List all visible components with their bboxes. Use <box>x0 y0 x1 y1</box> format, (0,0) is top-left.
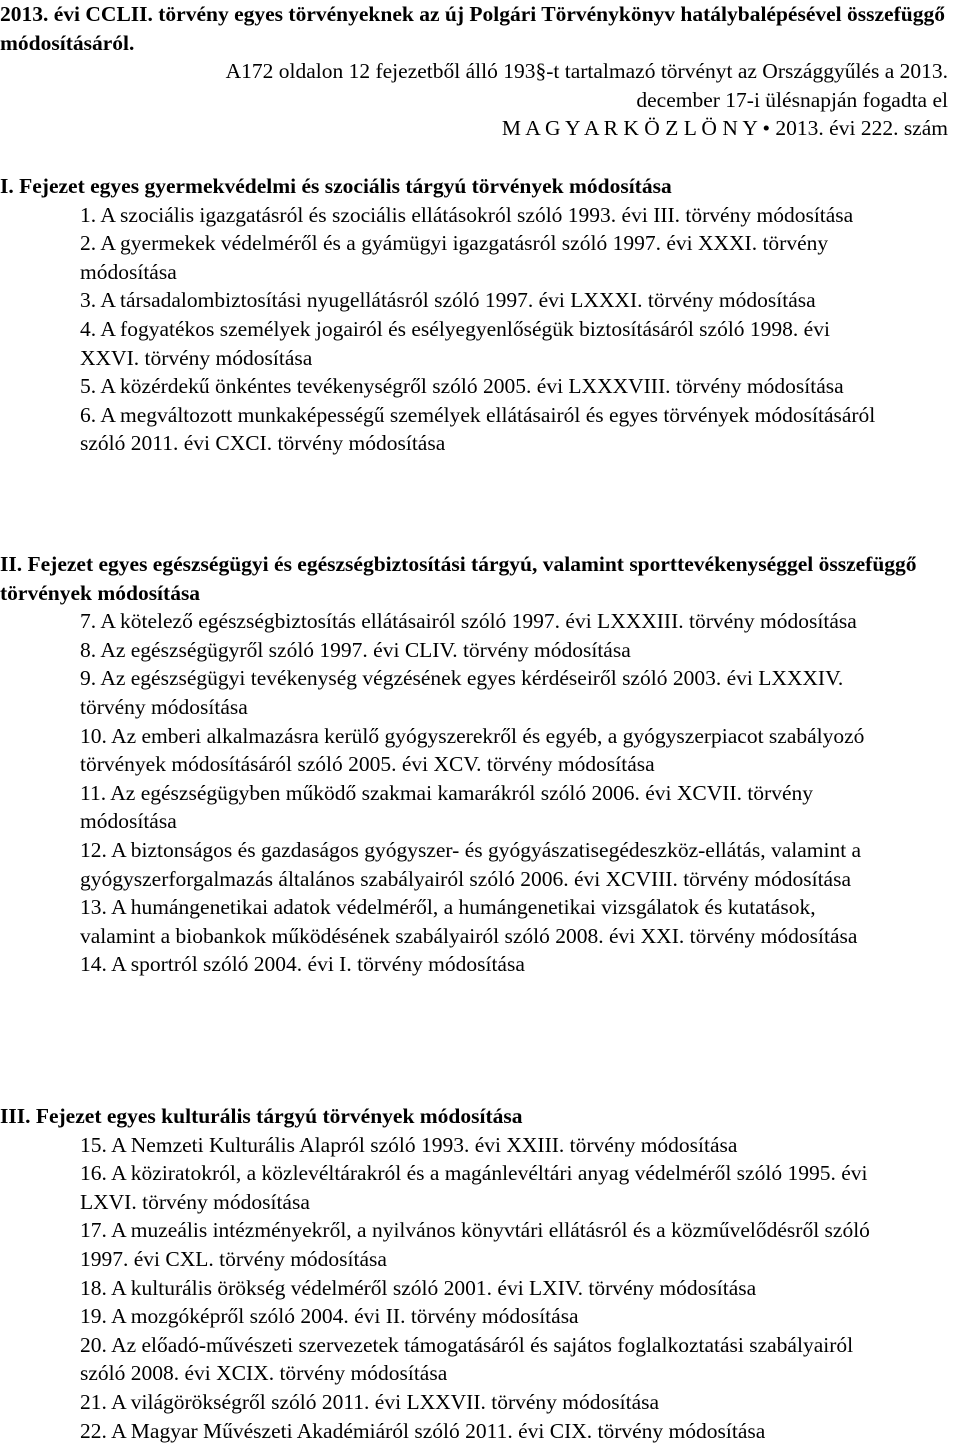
list-item: 8. Az egészségügyről szóló 1997. évi CLIV. törvény módosítása <box>80 637 631 662</box>
chapter-2 <box>0 550 960 979</box>
list-item: 5. A közérdekű önkéntes tevékenységről szóló 2005. évi LXXXVIII. törvény módosítása <box>80 374 844 399</box>
chapter-items <box>0 607 880 979</box>
list-item: 18. A kulturális örökség védelméről szóló 2001. évi LXIV. törvény módosítása <box>80 1275 757 1300</box>
list-item: 13. A humángenetikai adatok védelméről, a humángenetikai vizsgálatok és kutatások, valamint a biobankok működésének szabályairól szóló 2008. évi XXI. törvény módosítása <box>80 895 858 948</box>
list-item: 16. A köziratokról, a közlevéltárakról és a magánlevéltári anyag védelméről szóló 1995. évi LXVI. törvény módosítása <box>80 1161 868 1214</box>
list-item: 21. A világörökségről szóló 2011. évi LXXVII. törvény módosítása <box>80 1389 660 1414</box>
chapter-1 <box>0 172 960 458</box>
list-item: 20. Az előadó-művészeti szervezetek támogatásáról és sajátos foglalkoztatási szabályairól szóló 2008. évi XCIX. törvény módosítása <box>80 1332 854 1386</box>
chapter-title: I. Fejezet egyes gyermekvédelmi és szociális tárgyú törvények módosítása <box>0 174 672 198</box>
list-item: 19. A mozgóképről szóló 2004. évi II. törvény módosítása <box>80 1304 579 1329</box>
list-item: 9. Az egészségügyi tevékenység végzésének egyes kérdéseiről szóló 2003. évi LXXXIV. törvény módosítása <box>80 666 844 719</box>
list-item: 10. Az emberi alkalmazásra kerülő gyógyszerekről és egyéb, a gyógyszerpiacot szabályozó törvények módosításáról szóló 2005. évi XCV. törvény módosítása <box>80 723 865 777</box>
list-item: 12. A biztonságos és gazdaságos gyógyszer- és gyógyászatisegédeszköz-ellátás, valamint a gyógyszerforgalmazás általános szabályairól szóló 2006. évi XCVIII. törvény módosítása <box>80 837 862 891</box>
list-item: 15. A Nemzeti Kulturális Alapról szóló 1993. évi XXIII. törvény módosítása <box>80 1132 738 1157</box>
chapter-items <box>0 201 880 458</box>
list-item: 14. A sportról szóló 2004. évi I. törvény módosítása <box>80 952 525 977</box>
list-item: 2. A gyermekek védelméről és a gyámügyi igazgatásról szóló 1997. évi XXXI. törvény módosítása <box>80 231 829 284</box>
chapter-title: II. Fejezet egyes egészségügyi és egészségbiztosítási tárgyú, valamint sporttevékenységgel összefüggő törvények módosítása <box>0 552 917 605</box>
list-item: 17. A muzeális intézményekről, a nyilvános könyvtári ellátásról és a közművelődésről szóló 1997. évi CXL. törvény módosítása <box>80 1218 870 1271</box>
list-item: 22. A Magyar Művészeti Akadémiáról szóló 2011. évi CIX. törvény módosítása <box>80 1418 766 1443</box>
chapter-items <box>0 1131 880 1446</box>
list-item: 6. A megváltozott munkaképességű személyek ellátásairól és egyes törvények módosításáról szóló 2011. évi CXCI. törvény módosítása <box>80 402 876 456</box>
list-item: 4. A fogyatékos személyek jogairól és esélyegyenlőségük biztosításáról szóló 1998. évi XXVI. törvény módosítása <box>80 316 830 370</box>
gazette-reference: M A G Y A R K Ö Z L Ö N Y • 2013. évi 222. szám <box>501 116 948 141</box>
list-item: 3. A társadalombiztosítási nyugellátásról szóló 1997. évi LXXXI. törvény módosítása <box>80 288 816 313</box>
document-header <box>0 0 960 143</box>
list-item: 1. A szociális igazgatásról és szociális ellátásokról szóló 1993. évi III. törvény módosítása <box>80 202 854 227</box>
chapter-3 <box>0 1102 960 1445</box>
list-item: 11. Az egészségügyben működő szakmai kamarákról szóló 2006. évi XCVII. törvény módosítása <box>80 780 814 834</box>
adoption-note: A172 oldalon 12 fejezetből álló 193§-t tartalmazó törvényt az Országgyűlés a 2013. <box>225 59 948 84</box>
document-title: 2013. évi CCLII. törvény egyes törvényeknek az új Polgári Törvénykönyv hatálybalépésével összefüggő módosításáról. <box>0 2 945 55</box>
chapter-title: III. Fejezet egyes kulturális tárgyú törvények módosítása <box>0 1104 523 1128</box>
list-item: 7. A kötelező egészségbiztosítás ellátásairól szóló 1997. évi LXXXIII. törvény módosítása <box>80 609 857 634</box>
adoption-date: december 17-i ülésnapján fogadta el <box>636 87 948 112</box>
